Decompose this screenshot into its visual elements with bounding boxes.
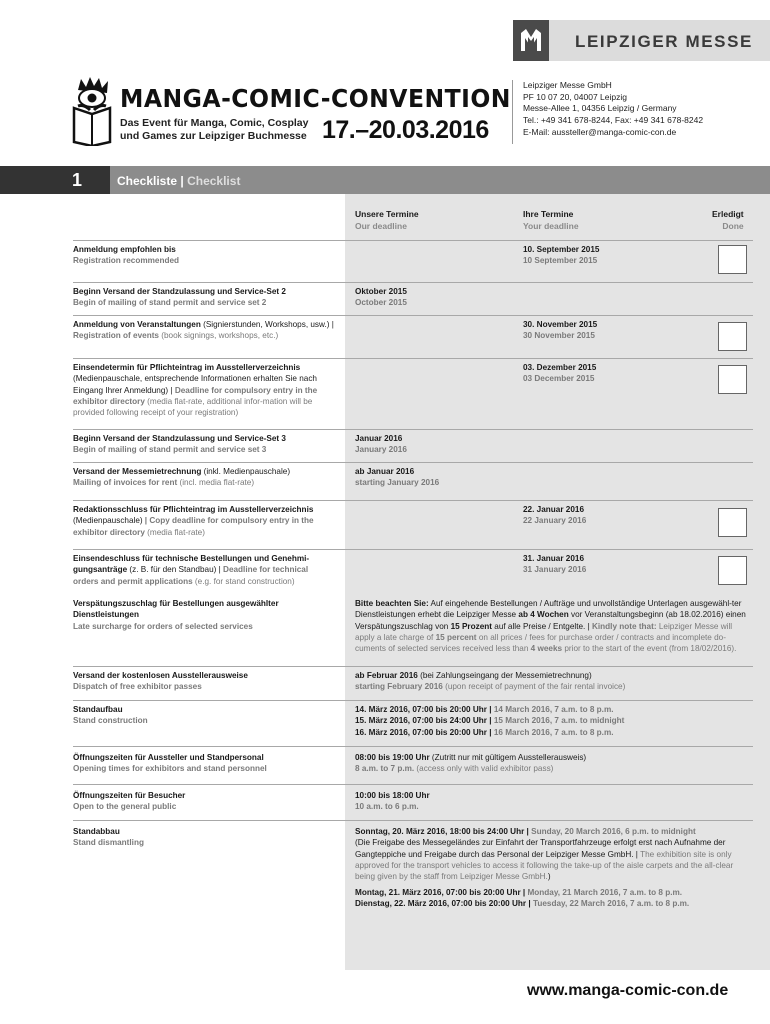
row-divider [73, 820, 753, 821]
row-divider [73, 358, 753, 359]
row-divider [73, 700, 753, 701]
row-divider [73, 429, 753, 430]
column-header-your-deadline: Ihre Termine Your deadline [523, 209, 579, 231]
done-checkbox[interactable] [718, 365, 747, 394]
done-checkbox[interactable] [718, 245, 747, 274]
row-divider [73, 666, 753, 667]
row-divider [73, 500, 753, 501]
event-tagline: Das Event für Manga, Comic, Cosplay und Games zur Leipziger Buchmesse [120, 117, 309, 142]
column-header-our-deadline: Unsere Termine Our deadline [355, 209, 419, 231]
footer-website-url[interactable]: www.manga-comic-con.de [527, 982, 729, 999]
leipziger-messe-logo-icon [513, 20, 549, 61]
header-divider [512, 80, 513, 144]
brand-name: LEIPZIGER MESSE [575, 32, 753, 51]
row-divider [73, 746, 753, 747]
section-number: 1 [72, 170, 83, 190]
event-title: MANGA-COMIC-CONVENTION [120, 84, 511, 113]
row-divider [73, 462, 753, 463]
done-checkbox[interactable] [718, 556, 747, 585]
leipziger-messe-brand [513, 20, 770, 61]
row-divider [73, 282, 753, 283]
column-header-done: Erledigt Done [712, 209, 744, 231]
row-divider [73, 315, 753, 316]
organizer-address: Leipziger Messe GmbH PF 10 07 20, 04007 Leipzig Messe-Allee 1, 04356 Leipzig / Germany Tel.: +49 341 678-8244, Fax: +49 341 678-8242 E-Mail: aussteller@manga-comic-con.de [523, 80, 704, 137]
row-divider [73, 240, 753, 241]
row-divider [73, 549, 753, 550]
row-divider [73, 784, 753, 785]
section-title: Checkliste | Checklist [117, 174, 241, 188]
event-dates: 17.–20.03.2016 [322, 116, 489, 144]
manga-reader-mascot-icon [70, 76, 115, 146]
done-checkbox[interactable] [718, 508, 747, 537]
done-checkbox[interactable] [718, 322, 747, 351]
section-number-bar [0, 166, 110, 194]
